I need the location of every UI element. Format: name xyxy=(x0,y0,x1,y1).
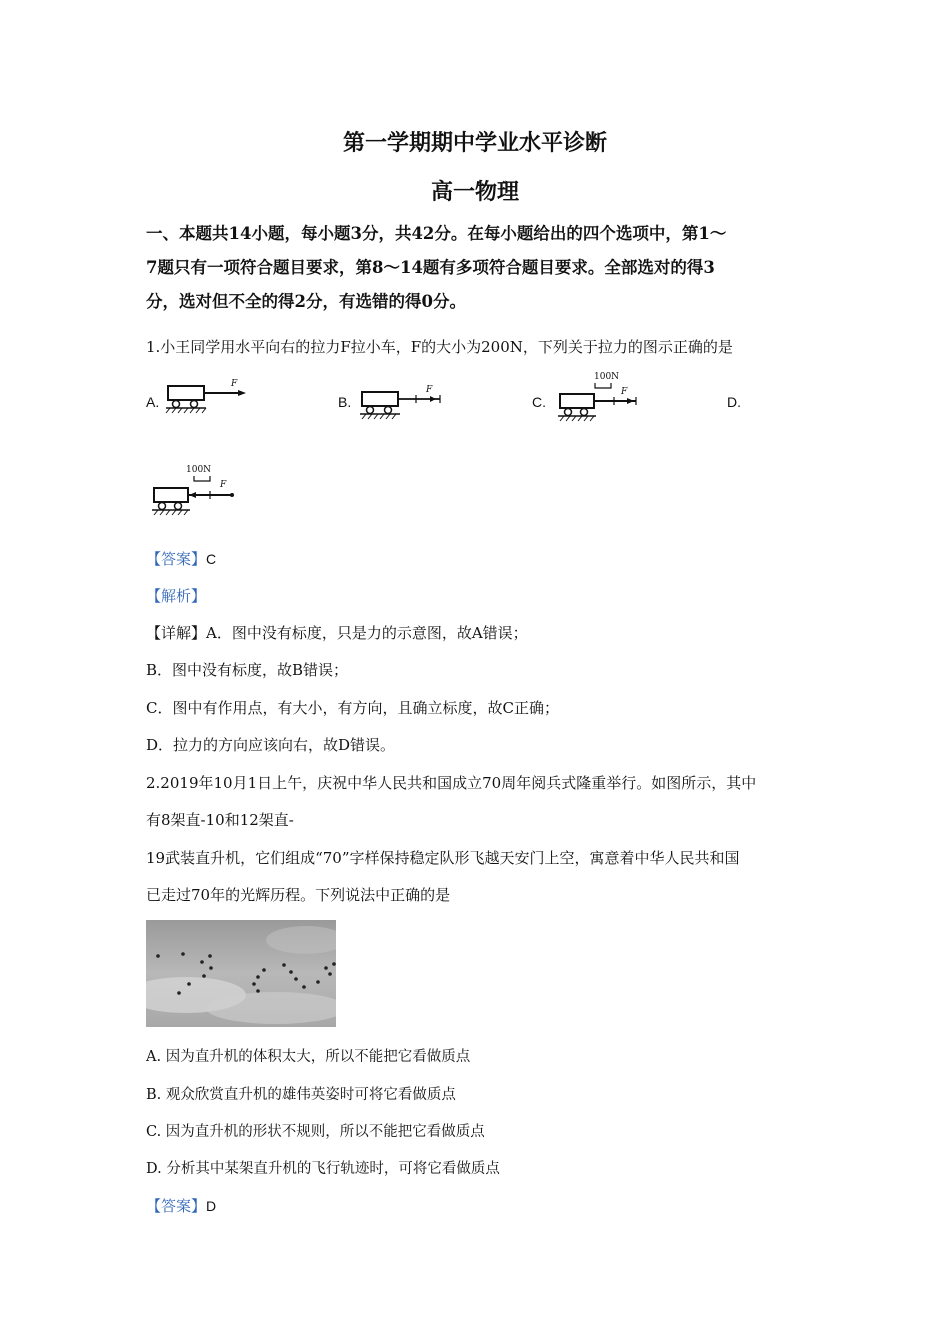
q1-figure-b xyxy=(356,382,446,427)
q2-option-d: D. 分析其中某架直升机的飞行轨迹时，可将它看做质点 xyxy=(146,1161,500,1177)
q1-figure-c xyxy=(554,366,654,426)
q2-answer-row xyxy=(146,1195,216,1216)
q1-figure-d xyxy=(148,459,248,521)
q2-answer: D xyxy=(206,1198,217,1214)
q1-figure-a xyxy=(162,374,252,424)
q2-stem-line-4: 已走过70年的光辉历程。下列说法中正确的是 xyxy=(146,886,451,904)
q1-option-a-label: A. xyxy=(146,394,160,410)
q2-option-a: A. 因为直升机的体积太大，所以不能把它看做质点 xyxy=(146,1049,471,1065)
force-label: F xyxy=(621,387,628,397)
q1-answer: C xyxy=(206,551,217,567)
q1-option-d-label: D. xyxy=(727,394,741,410)
q2-option-b: B. 观众欣赏直升机的雄伟英姿时可将它看做质点 xyxy=(146,1087,456,1103)
q1-stem: 1.小王同学用水平向右的拉力F拉小车，F的大小为200N，下列关于拉力的图示正确的是 xyxy=(146,338,733,356)
section-line-1: 一、本题共14小题，每小题3分，共42分。在每小题给出的四个选项中，第1～ xyxy=(146,224,727,243)
q2-stem-line-1: 2.2019年10月1日上午，庆祝中华人民共和国成立70周年阅兵式隆重举行。如图所示，其中 xyxy=(146,774,757,792)
q1-detail-a: A．图中没有标度，只是力的示意图，故A错误； xyxy=(206,624,528,642)
answer-tag: 【答案】 xyxy=(146,550,207,568)
analysis-tag: 【解析】 xyxy=(146,587,207,605)
scale-label: 100N xyxy=(186,465,212,475)
q2-option-c: C. 因为直升机的形状不规则，所以不能把它看做质点 xyxy=(146,1124,485,1140)
section-line-2: 7题只有一项符合题目要求，第8～14题有多项符合题目要求。全部选对的得3 xyxy=(146,258,715,277)
answer-tag: 【答案】 xyxy=(146,1197,207,1215)
q1-detail-c: C．图中有作用点，有大小，有方向，且确立标度，故C正确； xyxy=(146,699,559,717)
q1-option-b-label: B. xyxy=(338,394,352,410)
q2-stem-line-3: 19武装直升机，它们组成“70”字样保持稳定队形飞越天安门上空，寓意着中华人民共和国 xyxy=(146,849,740,867)
force-label: F xyxy=(426,385,433,395)
section-line-3: 分，选对但不全的得2分，有选错的得0分。 xyxy=(146,292,466,311)
q2-stem-line-2: 有8架直-10和12架直- xyxy=(146,811,294,829)
helicopter-formation-photo xyxy=(146,920,336,1027)
q1-detail-d: D．拉力的方向应该向右，故D错误。 xyxy=(146,736,396,754)
q1-option-c-label: C. xyxy=(532,394,546,410)
page-title: 第一学期期中学业水平诊断 xyxy=(342,130,607,156)
force-label: F xyxy=(231,379,238,389)
force-label: F xyxy=(220,480,227,490)
scale-label: 100N xyxy=(594,372,620,382)
q1-answer-row xyxy=(146,548,216,569)
detail-tag: 【详解】 xyxy=(146,624,207,642)
section-instructions xyxy=(146,217,816,319)
page-subtitle: 高一物理 xyxy=(430,179,519,205)
q1-detail-a-row xyxy=(146,622,528,643)
q1-detail-b: B．图中没有标度，故B错误； xyxy=(146,661,349,679)
